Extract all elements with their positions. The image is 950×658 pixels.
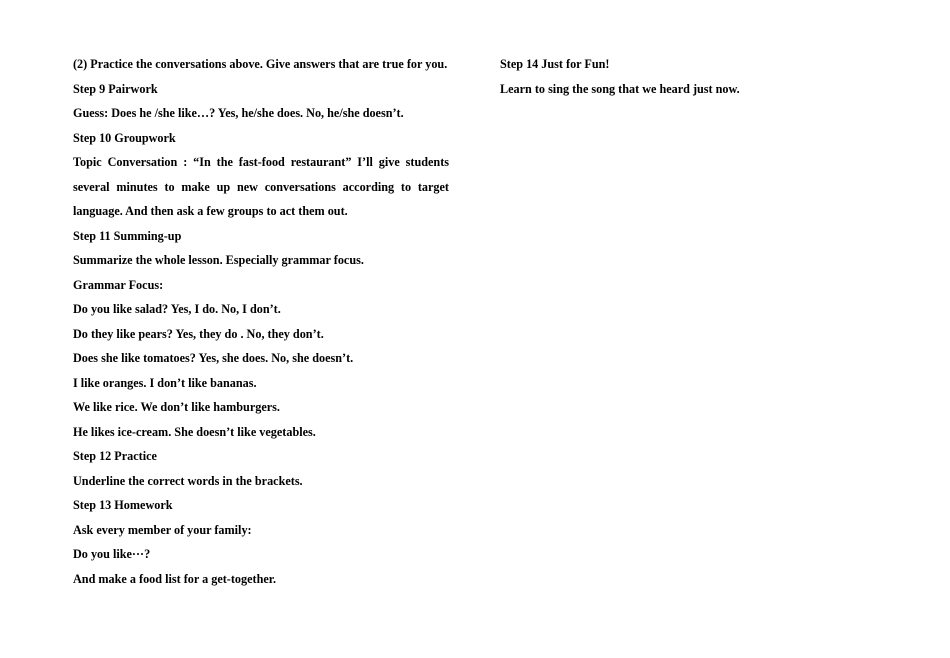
step-11-text: Summarize the whole lesson. Especially grammar focus. xyxy=(73,253,364,267)
step-11-heading: Step 11 Summing-up xyxy=(73,228,182,243)
step-12-heading: Step 12 Practice xyxy=(73,449,157,463)
step-13-text-1: Ask every member of your family: xyxy=(73,522,252,537)
grammar-example-2: Do they like pears? Yes, they do . No, they don’t. xyxy=(73,326,324,341)
step-14-text: Learn to sing the song that we heard just now. xyxy=(500,81,740,96)
left-column xyxy=(73,52,449,591)
step-10-text-line-3: language. And then ask a few groups to act them out. xyxy=(73,204,348,218)
grammar-example-1: Do you like salad? Yes, I do. No, I don’t. xyxy=(73,302,281,316)
practice-instruction: (2) Practice the conversations above. Give answers that are true for you. xyxy=(73,57,448,71)
step-10-heading: Step 10 Groupwork xyxy=(73,130,176,145)
step-12-text: Underline the correct words in the brackets. xyxy=(73,473,303,488)
right-column xyxy=(500,52,880,101)
grammar-focus-heading: Grammar Focus: xyxy=(73,277,164,292)
grammar-example-4: I like oranges. I don’t like bananas. xyxy=(73,375,257,390)
step-13-heading: Step 13 Homework xyxy=(73,498,173,512)
grammar-example-6: He likes ice-cream. She doesn’t like vegetables. xyxy=(73,424,316,439)
step-9-heading: Step 9 Pairwork xyxy=(73,81,158,96)
step-10-text-line-2: several minutes to make up new conversations according to target xyxy=(73,179,449,194)
step-14-heading: Step 14 Just for Fun! xyxy=(500,57,610,71)
step-9-text: Guess: Does he /she like…? Yes, he/she does. No, he/she doesn’t. xyxy=(73,106,404,120)
step-13-text-2: Do you like···? xyxy=(73,547,151,561)
step-10-text-line-1: Topic Conversation : “In the fast-food restaurant” I’ll give students xyxy=(73,155,449,169)
grammar-example-5: We like rice. We don’t like hamburgers. xyxy=(73,400,280,414)
grammar-example-3: Does she like tomatoes? Yes, she does. No, she doesn’t. xyxy=(73,351,354,365)
step-13-text-3: And make a food list for a get-together. xyxy=(73,571,277,586)
